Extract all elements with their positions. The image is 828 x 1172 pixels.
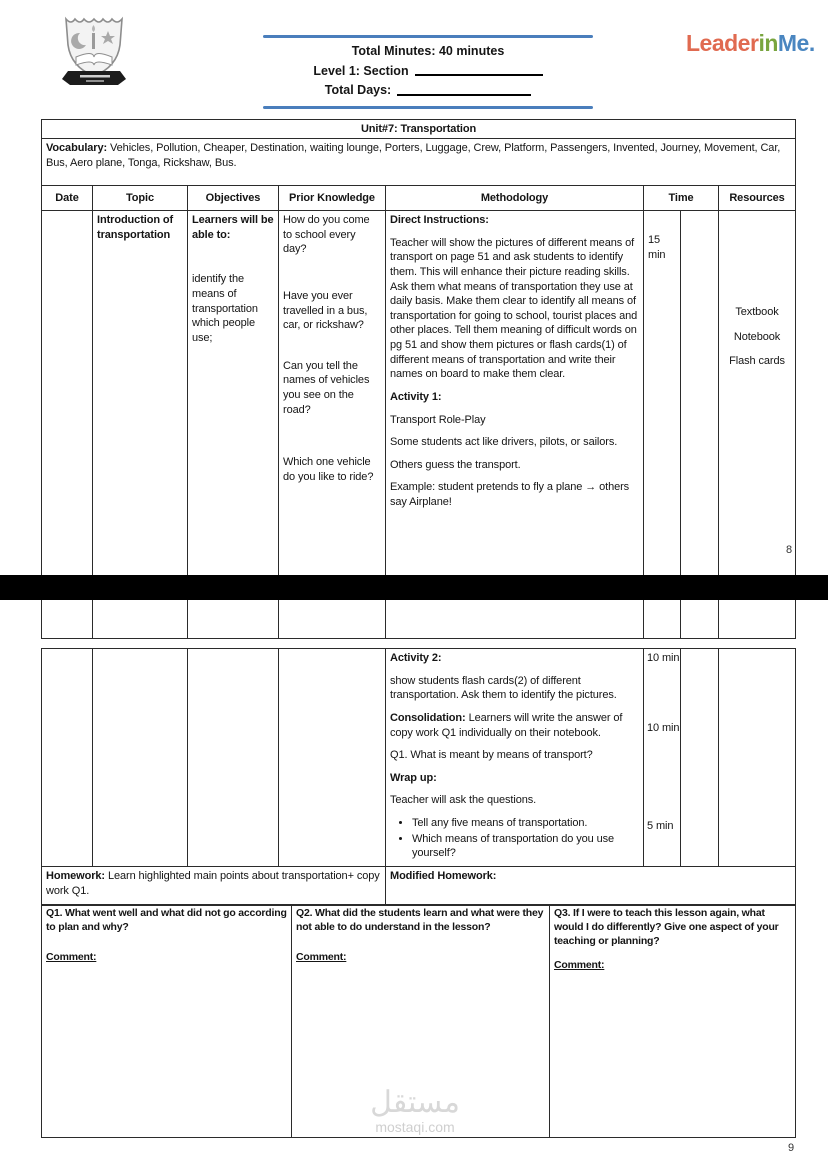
direct-instructions-heading: Direct Instructions: xyxy=(390,214,489,226)
school-crest-logo xyxy=(56,11,132,91)
unit-title: Unit#7: Transportation xyxy=(42,120,796,139)
vocabulary-cell xyxy=(42,139,796,186)
direct-instructions-body: Teacher will show the pictures of different means of transport on page 51 and ask students to identify them. This will enhance their picture reading skills. Ask them what means of transportation they use at daily basis. Make them clear to identify all means of transportation for going to school, tourist places and other places. Tell them meaning of difficult words on pg 51 and show them pictures or flash cards(1) of different means of transportation and write their names on board to make them clear. xyxy=(390,236,638,381)
activity1-line: Others guess the transport. xyxy=(390,458,521,471)
brand-leader-text: Leader xyxy=(686,30,759,56)
brand-in-text: in xyxy=(758,30,778,56)
prior-question: How do you come to school every day? xyxy=(283,214,370,256)
reflection-table xyxy=(41,904,796,1138)
lesson-plan-table-page1 xyxy=(41,119,796,639)
activity1-line: Some students act like drivers, pilots, or sailors. xyxy=(390,436,618,449)
reflection-q2-cell xyxy=(292,905,550,1138)
page-number-9: 9 xyxy=(788,1142,795,1154)
modified-homework-label: Modified Homework: xyxy=(390,870,497,882)
reflection-q3-cell xyxy=(550,905,796,1138)
total-days-label: Total Days: xyxy=(324,83,392,97)
col-header-objectives: Objectives xyxy=(188,186,279,211)
time-cell: 15 min xyxy=(644,211,681,639)
activity1-line: Example: student pretends to fly a plane → others say Airplane! xyxy=(390,481,630,508)
time-value: 5 min xyxy=(647,820,674,832)
consolidation-text: Learners will write the answer of copy work Q1 individually on their notebook. xyxy=(390,711,623,739)
level-section-label: Level 1: Section xyxy=(313,63,409,78)
prior-question: Have you ever travelled in a bus, car, or rickshaw? xyxy=(283,289,368,332)
consolidation-line xyxy=(390,711,639,740)
modified-homework-cell xyxy=(386,867,796,906)
brand-me-text: Me. xyxy=(777,30,815,56)
activity2-heading: Activity 2: xyxy=(390,652,442,664)
resource-item: Notebook xyxy=(733,330,781,343)
ribbon-banner xyxy=(62,71,126,85)
header-bottom-rule xyxy=(263,106,593,109)
col-header-resources: Resources xyxy=(719,186,796,211)
page-separator xyxy=(0,575,828,600)
comment-label: Comment: xyxy=(554,958,605,971)
vocabulary-text: Vehicles, Pollution, Cheaper, Destination, waiting lounge, Porters, Luggage, Crew, Platform, Passengers, Invented, Journey, Movement, Car, Bus, Aero plane, Tonga, Rickshaw, Bus. xyxy=(46,142,781,169)
header-center-block xyxy=(263,35,593,109)
watermark-site-text: mostaqi.com xyxy=(375,1119,455,1135)
comment-label: Comment: xyxy=(296,950,347,963)
col-header-time: Time xyxy=(644,186,719,211)
page-number-8: 8 xyxy=(786,544,793,556)
wrapup-bullet-list xyxy=(390,816,639,861)
time-cell xyxy=(644,649,681,867)
watermark-arabic-text: مستقل xyxy=(370,1086,460,1119)
reflection-q1-text: Q1. What went well and what did not go according to plan and why? xyxy=(46,907,287,933)
prior-question: Which one vehicle do you like to ride? xyxy=(283,456,374,483)
objectives-cell xyxy=(188,649,279,867)
objectives-intro: Learners will be able to: xyxy=(192,214,274,241)
wrapup-bullet: • Tell any five means of transportation. xyxy=(412,816,639,831)
col-header-date: Date xyxy=(42,186,93,211)
copywork-q1: Q1. What is meant by means of transport? xyxy=(390,749,593,762)
time-value: 10 min xyxy=(647,652,680,664)
homework-cell xyxy=(42,867,386,906)
homework-text: Learn highlighted main points about transportation+ copy work Q1. xyxy=(46,870,380,897)
prior-knowledge-cell xyxy=(279,649,386,867)
wrapup-bullet: • Which means of transportation do you use yourself? xyxy=(412,832,639,861)
homework-label: Homework: xyxy=(46,870,105,882)
col-header-topic: Topic xyxy=(93,186,188,211)
resources-cell xyxy=(719,649,796,867)
resource-item: Flash cards xyxy=(729,355,785,368)
section-blank-line xyxy=(415,74,543,76)
date-cell xyxy=(42,649,93,867)
header-top-rule xyxy=(263,35,593,38)
objectives-item: identify the means of transportation which people use; xyxy=(192,273,258,344)
prior-question: Can you tell the names of vehicles you see on the road? xyxy=(283,359,370,416)
consolidation-label: Consolidation: xyxy=(390,711,466,724)
time-subcell-empty xyxy=(681,649,719,867)
activity2-body: show students flash cards(2) of different transportation. Ask them to identify the pictures. xyxy=(390,674,617,702)
homework-row xyxy=(42,867,796,906)
reflection-q2-text: Q2. What did the students learn and what were they not able to do understand in the lesson? xyxy=(296,907,544,933)
activity1-heading: Activity 1: xyxy=(390,390,442,403)
days-blank-line xyxy=(397,94,531,96)
torch-icon xyxy=(92,33,95,49)
topic-cell xyxy=(93,649,188,867)
topic-cell: Introduction of transportation xyxy=(93,211,188,639)
resource-item: Textbook xyxy=(735,306,779,318)
reflection-row xyxy=(42,905,796,1138)
vocabulary-label: Vocabulary: xyxy=(46,142,108,154)
total-days-line xyxy=(263,84,593,97)
reflection-q3-text: Q3. If I were to teach this lesson again, what would I do differently? Give one aspect of your teaching or planning? xyxy=(554,907,779,947)
level-section-line xyxy=(263,65,593,78)
lesson-plan-table-page2 xyxy=(41,648,796,906)
leader-in-me-logo xyxy=(686,30,815,57)
lesson-row-continued xyxy=(42,649,796,867)
wrapup-body: Teacher will ask the questions. xyxy=(390,794,537,807)
comment-label: Comment: xyxy=(46,950,97,963)
total-minutes-text: Total Minutes: 40 minutes xyxy=(351,44,505,58)
col-header-methodology: Methodology xyxy=(386,186,644,211)
wrapup-heading: Wrap up: xyxy=(390,771,437,784)
methodology-cell xyxy=(386,649,644,867)
activity1-line: Transport Role-Play xyxy=(390,413,486,426)
column-header-row xyxy=(42,186,796,211)
total-minutes-line xyxy=(263,45,593,58)
reflection-q1-cell xyxy=(42,905,292,1138)
col-header-prior-knowledge: Prior Knowledge xyxy=(279,186,386,211)
time-value: 10 min xyxy=(647,722,680,734)
